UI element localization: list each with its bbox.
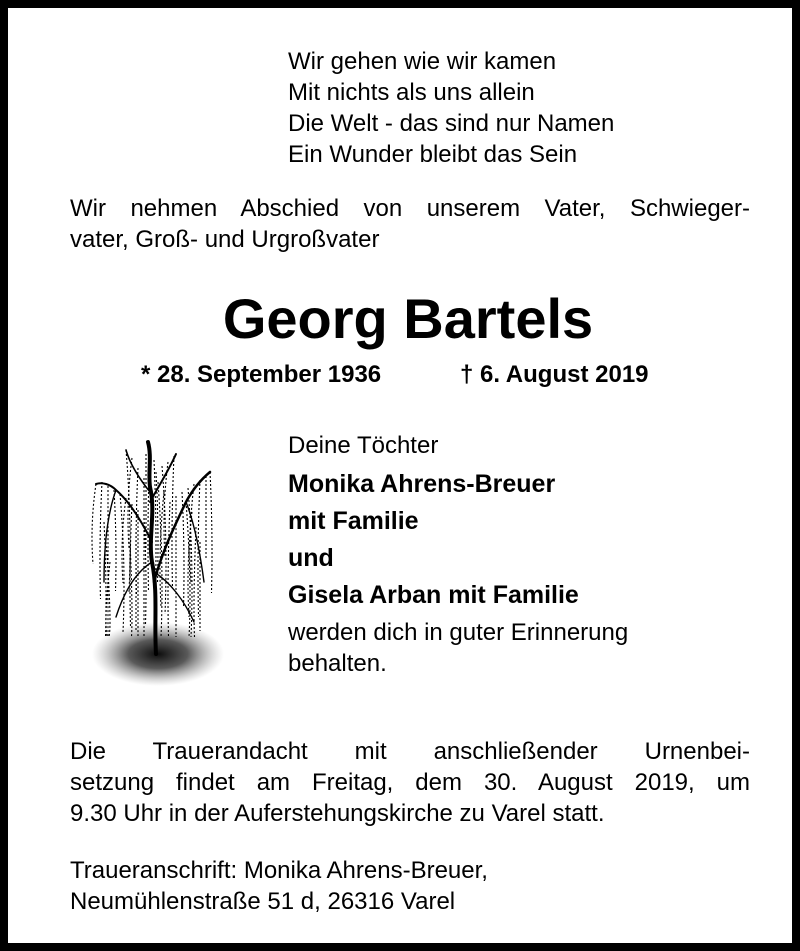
willow-strand <box>92 484 96 564</box>
address-line: Neumühlenstraße 51 d, 26316 Varel <box>70 888 456 915</box>
willow-strand <box>172 456 174 588</box>
deceased-name: Georg Bartels <box>222 287 594 350</box>
poem-line: Wir gehen wie wir kamen <box>288 48 557 75</box>
willow-strand <box>194 527 196 637</box>
family-name-line: Gisela Arban mit Familie <box>288 581 579 609</box>
family-closing-line: behalten. <box>288 650 387 677</box>
service-line: setzung findet am Freitag, dem 30. August 2019, um <box>70 769 750 796</box>
farewell-intro <box>70 193 750 255</box>
family-intro: Deine Töchter <box>288 432 439 459</box>
family-name-line: Monika Ahrens-Breuer <box>288 470 556 498</box>
birth-date: * 28. September 1936 <box>141 361 382 388</box>
willow-strand <box>100 482 102 599</box>
willow-strand <box>114 490 116 591</box>
poem <box>288 46 614 170</box>
weeping-willow-icon <box>86 432 228 690</box>
family-block <box>288 430 628 679</box>
farewell-line: vater, Groß- und Urgroßvater <box>70 226 380 253</box>
willow-strand <box>210 472 212 593</box>
address-line: Traueranschrift: Monika Ahrens-Breuer, <box>70 857 488 884</box>
willow-strand <box>168 502 170 637</box>
family-closing-line: werden dich in guter Erinnerung <box>288 619 629 646</box>
farewell-line: Wir nehmen Abschied von unserem Vater, Schwieger- <box>70 195 750 222</box>
mourning-address <box>70 855 488 917</box>
willow-strand <box>126 450 130 593</box>
service-line: Die Trauerandacht mit anschließender Urnenbei- <box>70 738 750 765</box>
family-name-line: mit Familie <box>288 507 419 535</box>
willow-strand <box>162 466 166 614</box>
death-date: † 6. August 2019 <box>460 361 649 388</box>
family-name-line: und <box>288 544 334 572</box>
poem-line: Ein Wunder bleibt das Sein <box>288 141 578 168</box>
poem-line: Mit nichts als uns allein <box>288 79 535 106</box>
service-line: 9.30 Uhr in der Auferstehungskirche zu Varel statt. <box>70 800 605 827</box>
service-announcement <box>70 736 750 829</box>
poem-line: Die Welt - das sind nur Namen <box>288 110 615 137</box>
